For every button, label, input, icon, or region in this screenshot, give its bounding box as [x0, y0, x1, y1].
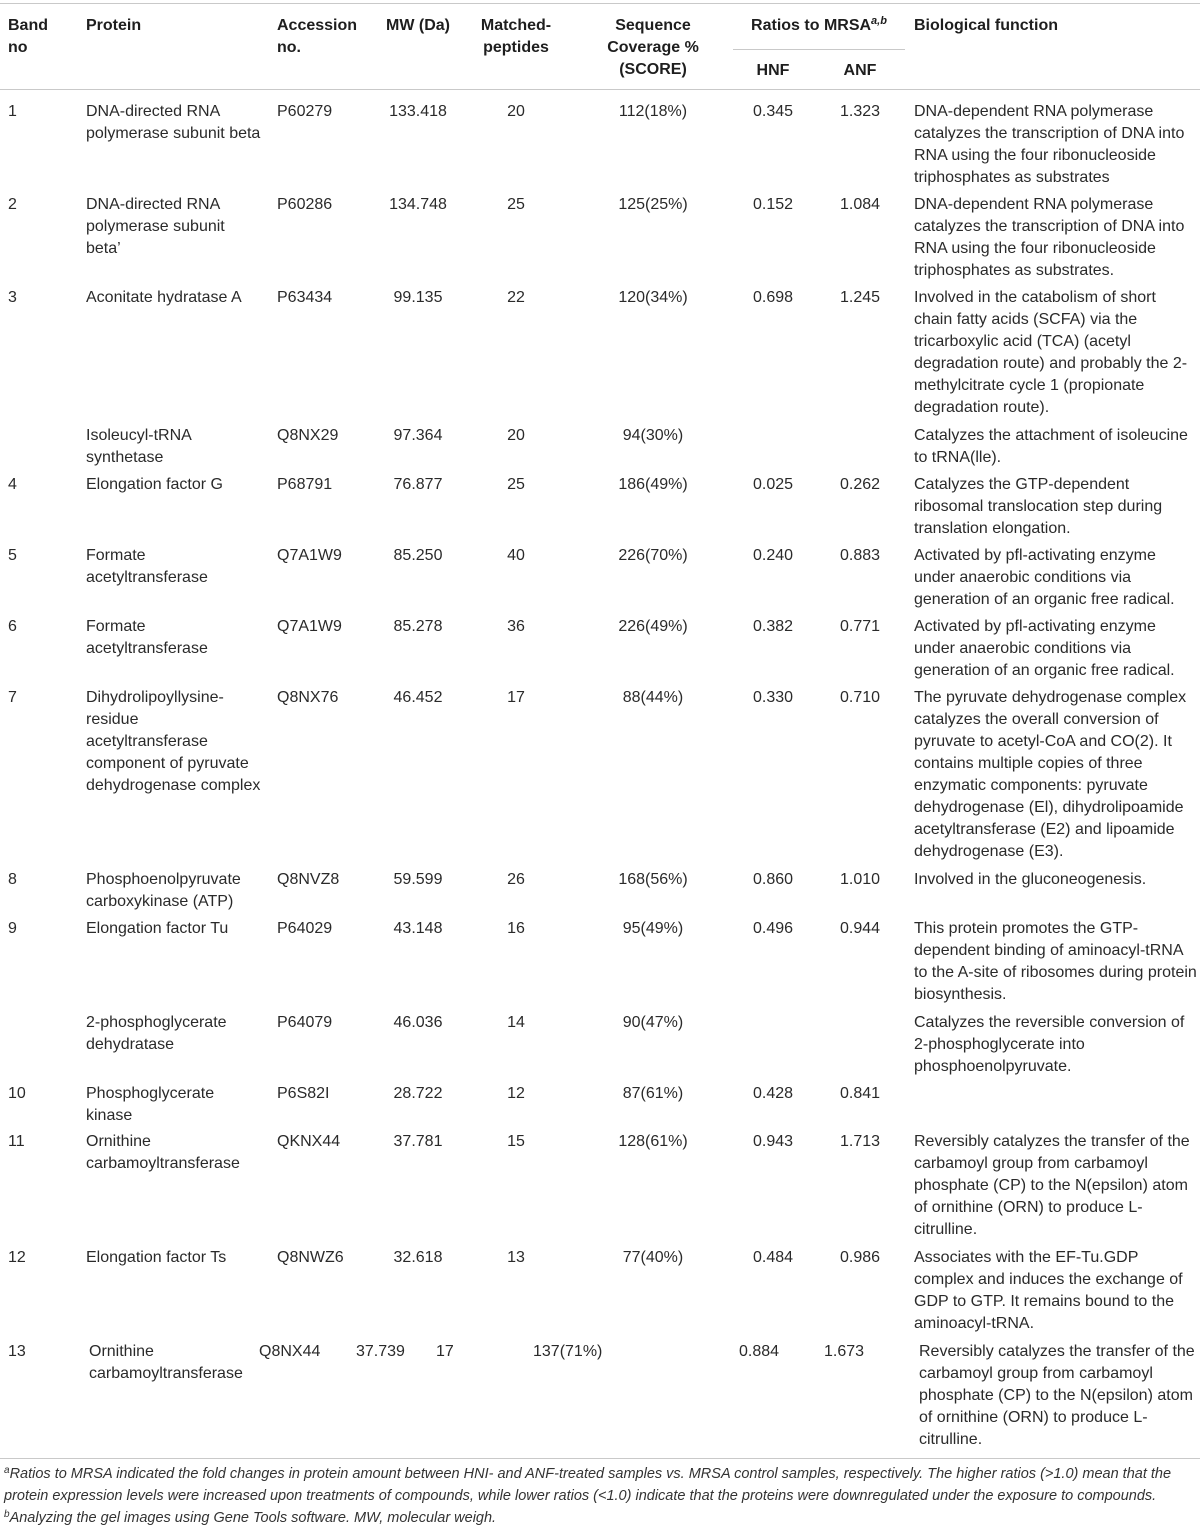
cell-accession: P64079 — [277, 1014, 333, 1031]
cell-mw: 37.739 — [356, 1343, 405, 1360]
cell-matched-peptides: 16 — [507, 920, 525, 937]
cell-protein: DNA-directed RNA polymerase subunit beta’ — [86, 196, 225, 257]
cell-mw: 97.364 — [393, 427, 443, 444]
header-sequence-coverage: Sequence Coverage % (SCORE) — [607, 17, 699, 78]
cell-anf: 1.673 — [823, 1343, 865, 1360]
table-top-rule — [0, 3, 1200, 4]
cell-biological-function: This protein promotes the GTP-dependent binding of aminoacyl-tRNA to the A-site of ribosomes during protein biosynthesis. — [914, 920, 1197, 1003]
cell-matched-peptides: 17 — [436, 1343, 454, 1360]
cell-sequence-coverage: 88(44%) — [622, 689, 684, 706]
header-matched-peptides: Matched-peptides — [480, 17, 552, 56]
cell-hnf: 0.943 — [752, 1133, 794, 1150]
cell-biological-function: Associates with the EF-Tu.GDP complex and induces the exchange of GDP to GTP. It remains bound to the aminoacyl-tRNA. — [914, 1249, 1183, 1332]
cell-hnf: 0.860 — [752, 871, 794, 888]
cell-biological-function: Involved in the gluconeogenesis. — [914, 871, 1147, 888]
cell-band-no: 2 — [8, 196, 17, 213]
cell-band-no: 5 — [8, 547, 17, 564]
cell-accession: Q8NX29 — [277, 427, 339, 444]
cell-matched-peptides: 13 — [507, 1249, 525, 1266]
cell-protein: Isoleucyl-tRNA synthetase — [86, 427, 191, 466]
cell-protein: Dihydrolipoyllysine-residue acetyltransferase component of pyruvate dehydrogenase complex — [86, 689, 261, 794]
cell-sequence-coverage: 90(47%) — [622, 1014, 684, 1031]
cell-matched-peptides: 36 — [507, 618, 525, 635]
cell-protein: Elongation factor Tu — [86, 920, 229, 937]
header-protein: Protein — [86, 17, 142, 34]
cell-hnf: 0.025 — [752, 476, 794, 493]
cell-matched-peptides: 20 — [507, 427, 525, 444]
cell-matched-peptides: 25 — [507, 196, 525, 213]
cell-sequence-coverage: 168(56%) — [618, 871, 688, 888]
header-accession: Accession no. — [277, 17, 358, 56]
cell-sequence-coverage: 137(71%) — [533, 1343, 603, 1360]
cell-mw: 85.278 — [393, 618, 443, 635]
cell-anf: 0.986 — [839, 1249, 881, 1266]
footnote-b-text: Analyzing the gel images using Gene Tools software. MW, molecular weigh. — [9, 1510, 497, 1526]
cell-sequence-coverage: 186(49%) — [618, 476, 688, 493]
cell-mw: 46.036 — [393, 1014, 443, 1031]
cell-band-no: 11 — [8, 1133, 25, 1150]
cell-protein: Elongation factor Ts — [86, 1249, 227, 1266]
cell-accession: P60279 — [277, 103, 333, 120]
cell-hnf: 0.496 — [752, 920, 794, 937]
cell-protein: Ornithine carbamoyltransferase — [89, 1343, 243, 1382]
cell-mw: 28.722 — [393, 1085, 443, 1102]
cell-sequence-coverage: 77(40%) — [622, 1249, 684, 1266]
cell-protein: Formate acetyltransferase — [86, 547, 208, 586]
cell-protein: 2-phosphoglycerate dehydratase — [86, 1014, 227, 1053]
cell-hnf: 0.428 — [752, 1085, 794, 1102]
cell-band-no: 10 — [8, 1085, 26, 1102]
header-ratios-to-mrsa — [733, 15, 905, 37]
cell-biological-function: Reversibly catalyzes the transfer of the carbamoyl group from carbamoyl phosphate (CP) to the N(epsilon) atom of ornithine (ORN) to produce L-citrulline. — [914, 1133, 1190, 1238]
cell-accession: P6S82I — [277, 1085, 330, 1102]
header-biological-function: Biological function — [914, 17, 1058, 34]
cell-protein: Formate acetyltransferase — [86, 618, 208, 657]
cell-band-no: 7 — [8, 689, 17, 706]
cell-matched-peptides: 40 — [507, 547, 525, 564]
cell-protein: Phosphoglycerate kinase — [86, 1085, 215, 1124]
cell-anf: 1.323 — [839, 103, 881, 120]
cell-band-no: 12 — [8, 1249, 26, 1266]
footnote-b-mark: b — [4, 1509, 10, 1520]
cell-anf: 0.262 — [839, 476, 881, 493]
cell-band-no: 3 — [8, 289, 17, 306]
cell-matched-peptides: 14 — [507, 1014, 525, 1031]
cell-mw: 99.135 — [393, 289, 443, 306]
cell-band-no: 6 — [8, 618, 17, 635]
cell-matched-peptides: 22 — [507, 289, 525, 306]
cell-biological-function: Catalyzes the attachment of isoleucine to tRNA(lle). — [914, 427, 1188, 466]
cell-hnf: 0.884 — [738, 1343, 780, 1360]
cell-hnf: 0.240 — [752, 547, 794, 564]
cell-matched-peptides: 25 — [507, 476, 525, 493]
cell-mw: 133.418 — [389, 103, 447, 120]
table-footnote — [4, 1463, 1196, 1529]
cell-sequence-coverage: 120(34%) — [618, 289, 688, 306]
cell-sequence-coverage: 128(61%) — [618, 1133, 688, 1150]
cell-anf: 1.010 — [839, 871, 881, 888]
cell-anf: 1.084 — [839, 196, 881, 213]
cell-sequence-coverage: 125(25%) — [618, 196, 688, 213]
cell-accession: QKNX44 — [277, 1133, 341, 1150]
cell-mw: 43.148 — [393, 920, 443, 937]
ratios-sub-rule — [733, 49, 905, 50]
cell-biological-function: Activated by pfl-activating enzyme under anaerobic conditions via generation of an organic free radical. — [914, 547, 1175, 608]
cell-matched-peptides: 17 — [507, 689, 525, 706]
cell-biological-function: Reversibly catalyzes the transfer of the carbamoyl group from carbamoyl phosphate (CP) to the N(epsilon) atom of ornithine (ORN) to produce L-citrulline. — [919, 1343, 1195, 1448]
header-ratios-label: Ratios to MRSA — [751, 17, 872, 34]
footnote-a-text: Ratios to MRSA indicated the fold changes in protein amount between HNI- and ANF-treated samples vs. MRSA control samples, respectively. The higher ratios (>1.0) mean that the protein expression levels were increased upon treatments of compounds, while lower ratios (<1.0) indicate that the proteins were downregulated under the exposure to compounds. — [4, 1466, 1172, 1504]
footnote-a-mark: a — [4, 1465, 10, 1476]
cell-protein: DNA-directed RNA polymerase subunit beta — [86, 103, 261, 142]
cell-anf: 0.883 — [839, 547, 881, 564]
cell-accession: Q7A1W9 — [277, 618, 342, 635]
cell-sequence-coverage: 226(70%) — [618, 547, 688, 564]
cell-sequence-coverage: 95(49%) — [622, 920, 684, 937]
cell-hnf: 0.345 — [752, 103, 794, 120]
cell-protein: Elongation factor G — [86, 476, 223, 493]
cell-anf: 0.771 — [839, 618, 881, 635]
cell-biological-function: The pyruvate dehydrogenase complex catalyzes the overall conversion of pyruvate to acetyl-CoA and CO(2). It contains multiple copies of three enzymatic components: pyruvate dehydrogenase (El), dihydrolipoamide acetyltransferase (E2) and lipoamide dehydrogenase (E3). — [914, 689, 1187, 860]
cell-sequence-coverage: 94(30%) — [622, 427, 684, 444]
cell-hnf: 0.330 — [752, 689, 794, 706]
cell-anf: 1.713 — [839, 1133, 881, 1150]
cell-accession: Q8NVZ8 — [277, 871, 340, 888]
header-mw: MW (Da) — [386, 17, 450, 34]
cell-hnf: 0.484 — [752, 1249, 794, 1266]
cell-biological-function: DNA-dependent RNA polymerase catalyzes the transcription of DNA into RNA using the four ribonucleoside triphosphates as substrates — [914, 103, 1185, 186]
cell-accession: Q8NX44 — [259, 1343, 321, 1360]
cell-protein: Aconitate hydratase A — [86, 289, 242, 306]
cell-band-no: 8 — [8, 871, 17, 888]
cell-band-no: 9 — [8, 920, 17, 937]
cell-biological-function: Catalyzes the reversible conversion of 2-phosphoglycerate into phosphoenolpyruvate. — [914, 1014, 1185, 1075]
table-bottom-rule — [0, 1458, 1200, 1459]
cell-mw: 37.781 — [393, 1133, 443, 1150]
cell-matched-peptides: 15 — [507, 1133, 525, 1150]
header-ratios-footnote-mark: a,b — [871, 15, 887, 27]
cell-mw: 85.250 — [393, 547, 443, 564]
header-anf: ANF — [843, 62, 877, 79]
cell-mw: 32.618 — [393, 1249, 443, 1266]
cell-band-no: 13 — [8, 1343, 26, 1360]
cell-anf: 0.710 — [839, 689, 881, 706]
cell-biological-function: Activated by pfl-activating enzyme under anaerobic conditions via generation of an organic free radical. — [914, 618, 1175, 679]
cell-biological-function: DNA-dependent RNA polymerase catalyzes the transcription of DNA into RNA using the four ribonucleoside triphosphates as substrates. — [914, 196, 1185, 279]
cell-accession: Q8NWZ6 — [277, 1249, 344, 1266]
header-band-no: Band no — [8, 17, 48, 56]
cell-accession: Q8NX76 — [277, 689, 339, 706]
cell-mw: 76.877 — [393, 476, 443, 493]
cell-sequence-coverage: 226(49%) — [618, 618, 688, 635]
cell-band-no: 1 — [8, 103, 17, 120]
cell-mw: 59.599 — [393, 871, 443, 888]
cell-hnf: 0.698 — [752, 289, 794, 306]
cell-hnf: 0.382 — [752, 618, 794, 635]
cell-accession: Q7A1W9 — [277, 547, 342, 564]
cell-sequence-coverage: 87(61%) — [622, 1085, 684, 1102]
cell-accession: P63434 — [277, 289, 333, 306]
cell-biological-function: Involved in the catabolism of short chain fatty acids (SCFA) via the tricarboxylic acid (TCA) (acetyl degradation route) and probably the 2-methylcitrate cycle 1 (propionate degradation route). — [914, 289, 1188, 416]
cell-accession: P68791 — [277, 476, 333, 493]
header-bottom-rule — [0, 89, 1200, 90]
cell-sequence-coverage: 112(18%) — [618, 103, 688, 120]
header-hnf: HNF — [756, 62, 790, 79]
cell-accession: P60286 — [277, 196, 333, 213]
cell-protein: Ornithine carbamoyltransferase — [86, 1133, 240, 1172]
cell-matched-peptides: 12 — [507, 1085, 525, 1102]
cell-matched-peptides: 20 — [507, 103, 525, 120]
cell-mw: 134.748 — [389, 196, 447, 213]
cell-matched-peptides: 26 — [507, 871, 525, 888]
cell-band-no: 4 — [8, 476, 17, 493]
cell-hnf: 0.152 — [752, 196, 794, 213]
cell-anf: 0.841 — [839, 1085, 881, 1102]
cell-biological-function: Catalyzes the GTP-dependent ribosomal translocation step during translation elongation. — [914, 476, 1163, 537]
cell-accession: P64029 — [277, 920, 333, 937]
cell-protein: Phosphoenolpyruvate carboxykinase (ATP) — [86, 871, 241, 910]
cell-anf: 0.944 — [839, 920, 881, 937]
cell-mw: 46.452 — [393, 689, 443, 706]
cell-anf: 1.245 — [839, 289, 881, 306]
